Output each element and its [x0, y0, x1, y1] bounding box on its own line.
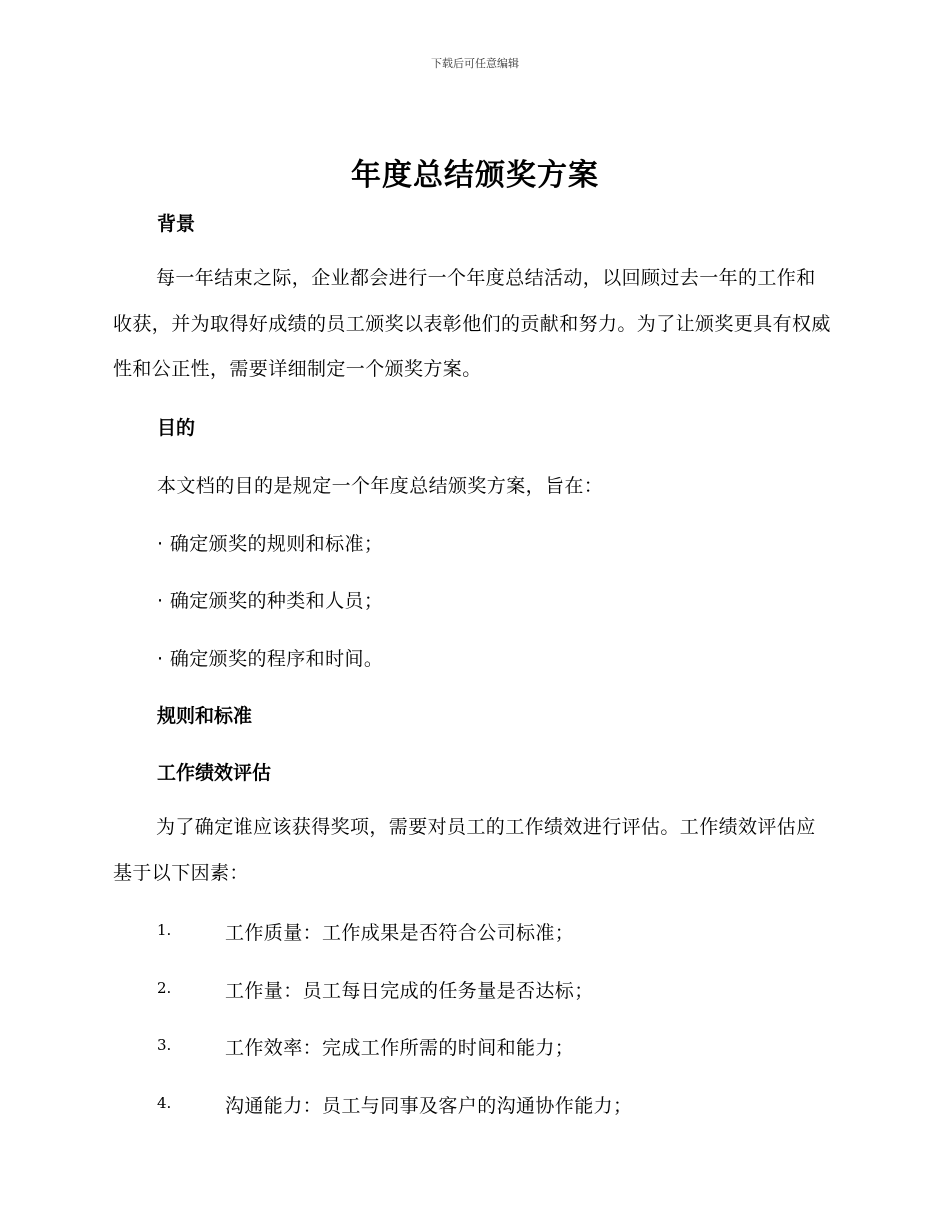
list-number: 1.: [157, 921, 172, 939]
list-item: 工作质量：工作成果是否符合公司标准；: [225, 922, 575, 944]
list-number: 4.: [157, 1094, 172, 1112]
paragraph-background: 每一年结束之际，企业都会进行一个年度总结活动，以回顾过去一年的工作和收获，并为取得好成绩的员工颁奖以表彰他们的贡献和努力。为了让颁奖更具有权威性和公正性，需要详细制定一个颁奖方案。: [113, 267, 831, 380]
list-item: 工作量：员工每日完成的任务量是否达标；: [225, 980, 594, 1002]
heading-purpose: 目的: [157, 417, 196, 439]
list-number: 2.: [157, 979, 172, 997]
document-title: 年度总结颁奖方案: [351, 158, 599, 193]
bullet-item: · 确定颁奖的规则和标准；: [157, 533, 384, 555]
purpose-intro: 本文档的目的是规定一个年度总结颁奖方案，旨在：: [157, 475, 604, 497]
bullet-item: · 确定颁奖的种类和人员；: [157, 590, 384, 612]
list-number: 3.: [157, 1036, 172, 1054]
list-item: 工作效率：完成工作所需的时间和能力；: [225, 1037, 575, 1059]
bullet-item: · 确定颁奖的程序和时间。: [157, 648, 384, 670]
heading-rules: 规则和标准: [157, 705, 253, 727]
paragraph-performance: 为了确定谁应该获得奖项，需要对员工的工作绩效进行评估。工作绩效评估应基于以下因素：: [113, 816, 816, 884]
header-note: 下载后可任意编辑: [431, 57, 519, 70]
heading-background: 背景: [157, 213, 196, 235]
list-item: 沟通能力：员工与同事及客户的沟通协作能力；: [225, 1095, 633, 1117]
subheading-performance: 工作绩效评估: [157, 762, 272, 784]
